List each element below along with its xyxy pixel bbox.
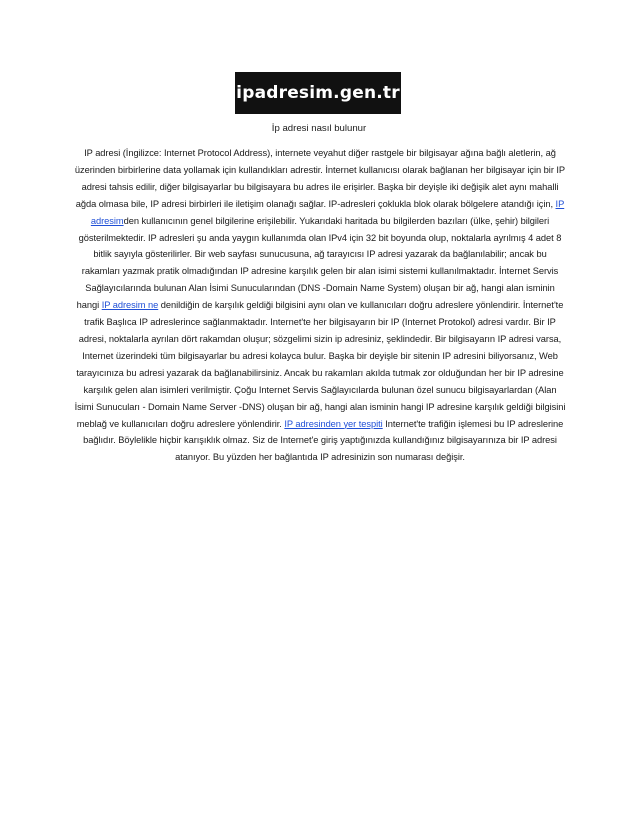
ip-adresim-ne-link[interactable]: IP adresim ne [101, 300, 159, 311]
paragraph-text-1: IP adresi (İngilizce: Internet Protocol Address), internete veyahut diğer rastgele bir bilgisayar ağına bağlı aletlerin, ağ üzerinden birbirlerine data yollamak için kullandıkları adrestir. İnternet kullanıcısı olarak bağlanan her bilgisayar için bir IP adresi tahsis edilir, diğer bilgisayarlar bu bilgisayara bu adres ile erişirler. Başka bir deyişle iki değişik alet aynı mahalli ağda olmasa bile, IP adresi birbirleri ile iletişim olanağı sağlar. IP-adresleri çoklukla blok olarak bölgelere atandığı için, [74, 148, 566, 209]
page-title: İp adresi nasıl bulunur [271, 123, 367, 134]
ip-adresinden-yer-tespiti-link[interactable]: IP adresinden yer tespiti [284, 418, 383, 429]
body-paragraph [73, 145, 567, 466]
paragraph-text-3: denildiğin de karşılık geldiği bilgisini aynı olan ve kullanıcıları doğru adreslere yönlendirir. İnternet'te trafik Başlıca IP adreslerince sağlanmaktadır. Internet'te her bilgisayarın bir IP (Internet Protokol) adresi vardır. Bir IP adresi, noktalarla ayrılan dört rakamdan oluşur; sözgelimi sizin ip adresiniz, şeklindedir. Bir bilgisayarın IP adresi varsa, Internet üzerindeki tüm bilgisayarlar bu adresi kolayca bulur. Başka bir deyişle bir sitenin IP adresini biliyorsanız, Web tarayıcınıza bu adresi yazarak da bağlanabilirsiniz. Ancak bu rakamları akılda tutmak zor olduğundan her bir IP adresine karşılık gelen alan isimleri verilmiştir. Çoğu Internet Servis Sağlayıcılarda bulunan özel sunucu bilgisayarlardan (Alan İsimi Sunucuları - Domain Name Server -DNS) oluşan bir ağ, hangi alan isminin hangi IP adresine karşılık geldiği bilgisini meblağ ve kullanıcıları doğru adreslere yönlendirir. [74, 300, 566, 429]
ip-adresim-link[interactable]: IP adresim [90, 198, 565, 226]
paragraph-text-4: Internet'te trafiğin işlemesi bu IP adreslerine bağlıdır. Böylelikle hiçbir karışıklık olmaz. Siz de Internet'e giriş yaptığınızda kullandığınız bilgisayarınıza bir IP adresi atanıyor. Bu yüzden her bağlantıda IP adresinizin son numarası değişir. [83, 418, 564, 463]
site-logo: ipadresim.gen.tr [235, 72, 401, 114]
paragraph-text-2: den kullanıcının genel bilgilerine erişilebilir. Yukarıdaki haritada bu bilgilerden bazıları (ülke, şehir) bilgileri gösterilmektedir. IP adresleri şu anda yaygın kullanımda olan IPv4 için 32 bit boyunda olup, noktalarla ayrılmış 4 adet 8 bitlik sayıyla gösterilirler. Bir web sayfası sunucusuna, ağ tarayıcısı IP adresi yazarak da bağlanılabilir; ancak bu rakamları yazmak pratik olmadığından IP adresine karşılık gelen bir alan isimi sistemi kullanılmaktadır. İnternet Servis Sağlayıcılarında bulunan Alan İsimi Sunucularından (DNS -Domain Name System) oluşan bir ağ, hangi alan isminin hangi [76, 215, 562, 311]
